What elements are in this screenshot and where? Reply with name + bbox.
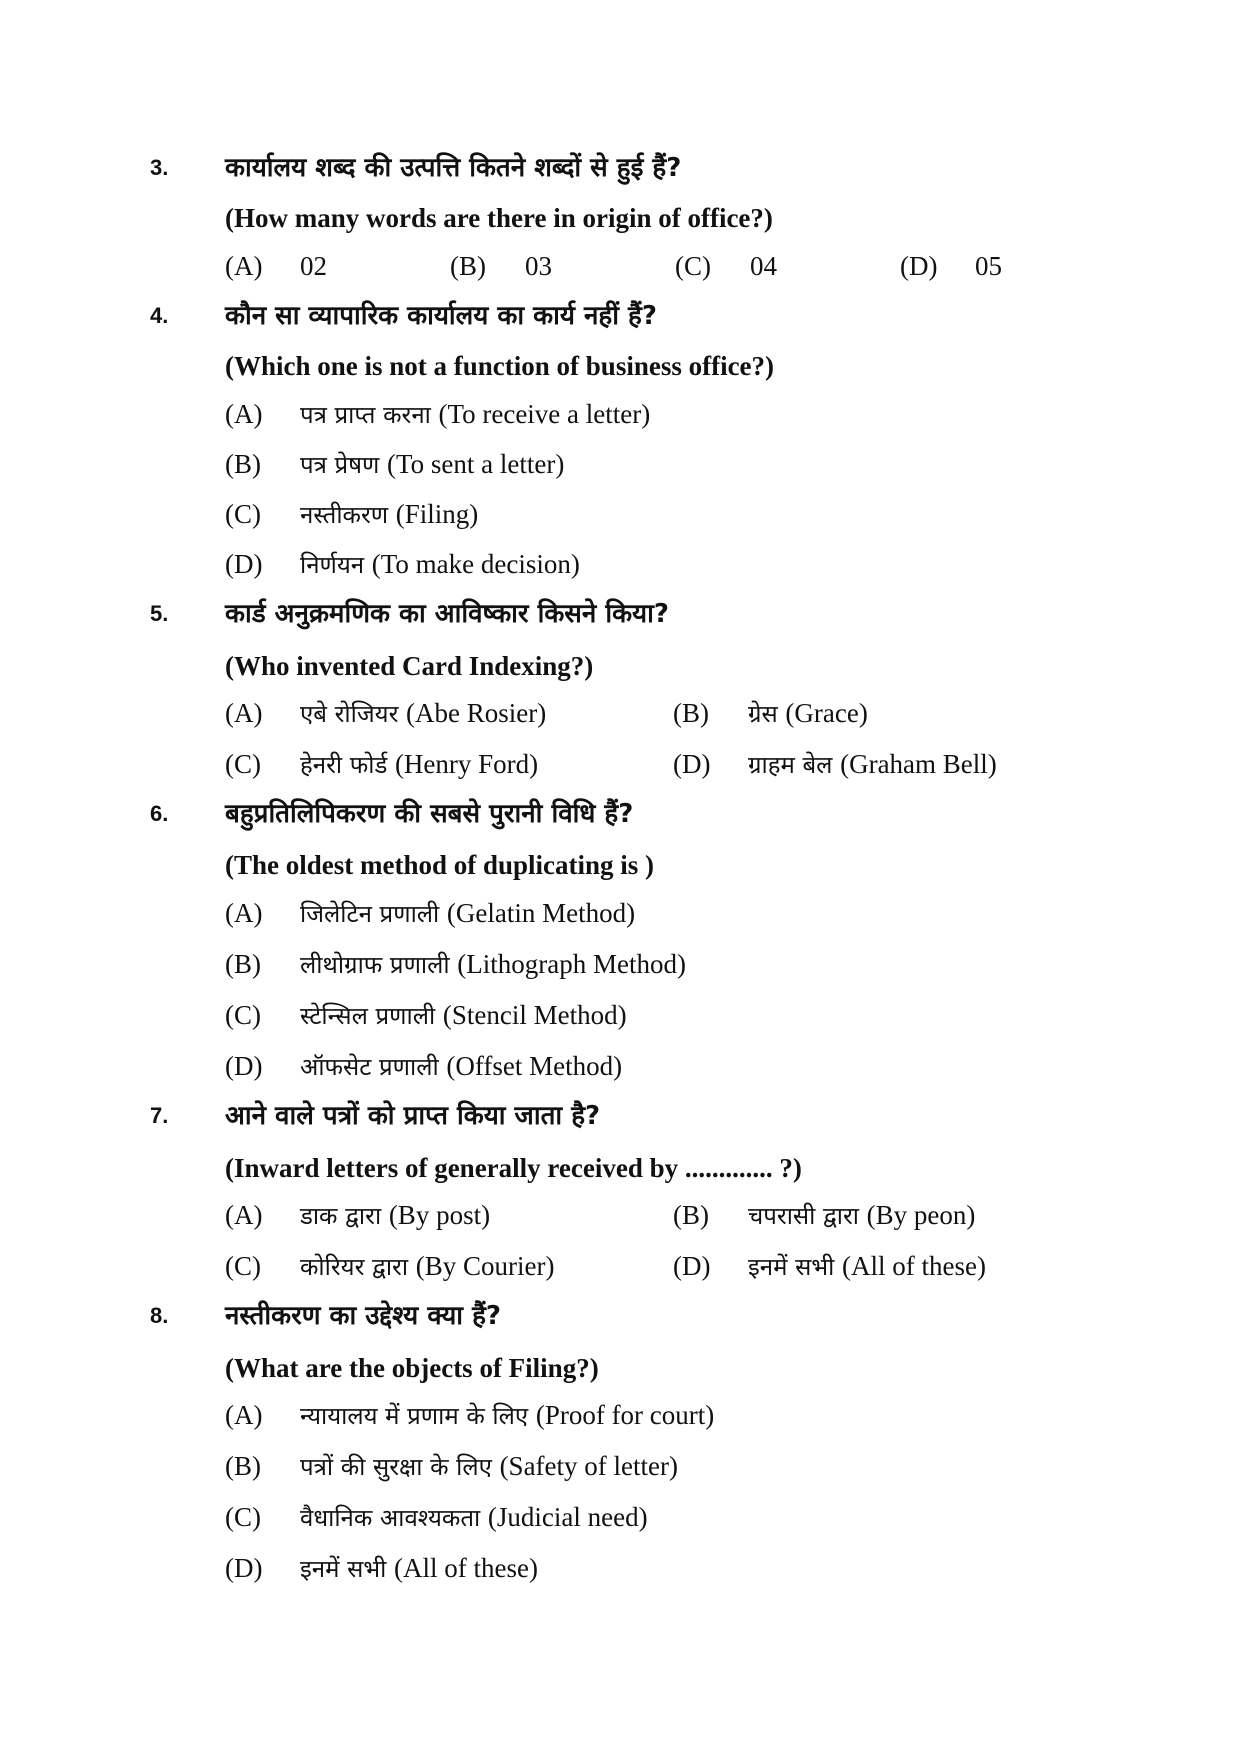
question-4-option-b-line	[0, 439, 1241, 489]
question-4-option-c-line	[0, 489, 1241, 539]
option-text-english: (Proof for court)	[535, 1400, 715, 1430]
question-5-english-line	[0, 641, 1241, 691]
option-text	[300, 1190, 490, 1241]
question-text-english: (Which one is not a function of business office?)	[225, 351, 775, 381]
option-label: (D)	[225, 1553, 263, 1583]
question-6-hindi-line	[0, 789, 1241, 839]
option-text	[300, 1543, 538, 1594]
option-text-english: (Abe Rosier)	[406, 698, 547, 728]
question-text-hindi: बहुप्रतिलिपिकरण की सबसे पुरानी विधि हैं?	[225, 799, 634, 829]
question-6-english-line	[0, 840, 1241, 890]
option-text-hindi: निर्णयन	[300, 551, 365, 579]
option-text	[748, 739, 997, 790]
option-text-hindi: ऑफसेट प्रणाली	[300, 1053, 439, 1081]
question-4-hindi-line	[0, 291, 1241, 341]
question-number: 7.	[150, 1103, 169, 1128]
option-text-english: (Stencil Method)	[442, 1000, 627, 1030]
option-text	[300, 1041, 622, 1092]
question-text-english: (Inward letters of generally received by ............. ?)	[225, 1153, 802, 1183]
option-text-english: (By post)	[388, 1200, 491, 1230]
question-8-english-line	[0, 1343, 1241, 1393]
option-text-english: (To make decision)	[371, 549, 580, 579]
option-label: (C)	[225, 1502, 261, 1532]
option-text: 04	[750, 251, 777, 281]
option-text-hindi: लीथोग्राफ प्रणाली	[300, 951, 450, 979]
option-text-english: (Gelatin Method)	[446, 898, 636, 928]
option-text-hindi: डाक द्वारा	[300, 1202, 382, 1230]
option-text-english: (Judicial need)	[487, 1502, 648, 1532]
question-3-options-line	[0, 241, 1241, 291]
option-text-english: (All of these)	[394, 1553, 538, 1583]
question-6-option-d-line	[0, 1041, 1241, 1091]
option-text-english: (Filing)	[395, 499, 479, 529]
option-text	[300, 1390, 714, 1441]
question-8-option-b-line	[0, 1441, 1241, 1491]
option-label: (C)	[675, 251, 711, 281]
option-label: (D)	[673, 749, 711, 779]
option-label: (C)	[225, 1251, 261, 1281]
option-text: 02	[300, 251, 327, 281]
option-text	[748, 1190, 975, 1241]
option-text: 05	[975, 251, 1002, 281]
option-text	[300, 688, 546, 739]
question-3-hindi-line	[0, 143, 1241, 193]
option-text-hindi: जिलेटिन प्रणाली	[300, 900, 440, 928]
option-text-hindi: ग्राहम बेल	[748, 751, 833, 779]
question-8-hindi-line	[0, 1291, 1241, 1341]
option-label: (D)	[225, 1051, 263, 1081]
option-label: (A)	[225, 251, 263, 281]
option-text-hindi: न्यायालय में प्रणाम के लिए	[300, 1402, 529, 1430]
option-label: (A)	[225, 1200, 263, 1230]
option-text-hindi: कोरियर द्वारा	[300, 1253, 409, 1281]
option-text-english: (Offset Method)	[446, 1051, 623, 1081]
option-text-english: (Lithograph Method)	[457, 949, 686, 979]
question-5-options-line-2	[0, 739, 1241, 789]
question-6-option-b-line	[0, 939, 1241, 989]
option-label: (A)	[225, 698, 263, 728]
option-label: (B)	[225, 449, 261, 479]
option-text-hindi: हेनरी फोर्ड	[300, 751, 388, 779]
option-label: (C)	[225, 1000, 261, 1030]
option-text	[748, 1241, 986, 1292]
option-label: (B)	[673, 698, 709, 728]
option-label: (B)	[673, 1200, 709, 1230]
question-7-options-line-2	[0, 1241, 1241, 1291]
option-text	[300, 539, 580, 590]
option-text	[300, 739, 538, 790]
question-text-english: (The oldest method of duplicating is )	[225, 850, 655, 880]
question-8-option-a-line	[0, 1390, 1241, 1440]
question-6-option-a-line	[0, 888, 1241, 938]
question-number: 3.	[150, 155, 169, 180]
option-text-english: (Grace)	[785, 698, 868, 728]
option-text	[300, 939, 686, 990]
question-5-options-line-1	[0, 688, 1241, 738]
question-number: 6.	[150, 801, 169, 826]
option-label: (B)	[225, 949, 261, 979]
option-text	[300, 389, 650, 440]
option-text-english: (Graham Bell)	[840, 749, 997, 779]
option-text	[300, 990, 627, 1041]
option-text	[300, 489, 478, 540]
option-text	[300, 1492, 648, 1543]
question-number: 4.	[150, 303, 169, 328]
option-text	[748, 688, 868, 739]
option-text-english: (To sent a letter)	[387, 449, 565, 479]
option-text-hindi: वैधानिक आवश्यकता	[300, 1504, 481, 1532]
option-text-hindi: पत्र प्राप्त करना	[300, 401, 431, 429]
question-number: 8.	[150, 1303, 169, 1328]
option-text-english: (All of these)	[842, 1251, 986, 1281]
option-label: (C)	[225, 499, 261, 529]
option-text-english: (By Courier)	[415, 1251, 555, 1281]
option-text-english: (Safety of letter)	[499, 1451, 678, 1481]
option-text-hindi: स्टेन्सिल प्रणाली	[300, 1002, 436, 1030]
option-label: (D)	[673, 1251, 711, 1281]
question-6-option-c-line	[0, 990, 1241, 1040]
question-4-option-d-line	[0, 539, 1241, 589]
question-4-option-a-line	[0, 389, 1241, 439]
option-text-english: (Henry Ford)	[394, 749, 539, 779]
option-text: 03	[525, 251, 552, 281]
question-text-hindi: नस्तीकरण का उद्देश्य क्या हैं?	[225, 1301, 501, 1331]
option-label: (D)	[225, 549, 263, 579]
option-text-hindi: एबे रोजियर	[300, 700, 399, 728]
option-text-hindi: चपरासी द्वारा	[748, 1202, 860, 1230]
option-label: (A)	[225, 399, 263, 429]
question-text-hindi: कौन सा व्यापारिक कार्यालय का कार्य नहीं हैं?	[225, 301, 657, 331]
option-text-english: (To receive a letter)	[438, 399, 651, 429]
question-7-options-line-1	[0, 1190, 1241, 1240]
option-label: (B)	[225, 1451, 261, 1481]
question-3-english-line	[0, 193, 1241, 243]
option-label: (C)	[225, 749, 261, 779]
option-label: (A)	[225, 898, 263, 928]
option-text-hindi: इनमें सभी	[300, 1555, 387, 1583]
option-text-hindi: पत्र प्रेषण	[300, 451, 380, 479]
question-number: 5.	[150, 601, 169, 626]
question-4-english-line	[0, 341, 1241, 391]
option-text	[300, 1441, 678, 1492]
option-text-english: (By peon)	[866, 1200, 976, 1230]
option-label: (D)	[900, 251, 938, 281]
option-text	[300, 1241, 554, 1292]
option-text	[300, 888, 635, 939]
question-text-english: (What are the objects of Filing?)	[225, 1353, 599, 1383]
question-text-hindi: कार्ड अनुक्रमणिक का आविष्कार किसने किया?	[225, 599, 669, 629]
question-8-option-c-line	[0, 1492, 1241, 1542]
question-7-hindi-line	[0, 1091, 1241, 1141]
question-text-english: (Who invented Card Indexing?)	[225, 651, 594, 681]
question-7-english-line	[0, 1143, 1241, 1193]
option-text-hindi: इनमें सभी	[748, 1253, 835, 1281]
option-label: (A)	[225, 1400, 263, 1430]
option-label: (B)	[450, 251, 486, 281]
question-text-hindi: आने वाले पत्रों को प्राप्त किया जाता है?	[225, 1101, 601, 1131]
question-8-option-d-line	[0, 1543, 1241, 1593]
option-text-hindi: पत्रों की सुरक्षा के लिए	[300, 1453, 492, 1481]
option-text	[300, 439, 564, 490]
question-text-english: (How many words are there in origin of office?)	[225, 203, 773, 233]
option-text-hindi: नस्तीकरण	[300, 501, 389, 529]
question-text-hindi: कार्यालय शब्द की उत्पत्ति कितने शब्दों से हुई हैं?	[225, 153, 682, 183]
question-5-hindi-line	[0, 589, 1241, 639]
option-text-hindi: ग्रेस	[748, 700, 778, 728]
